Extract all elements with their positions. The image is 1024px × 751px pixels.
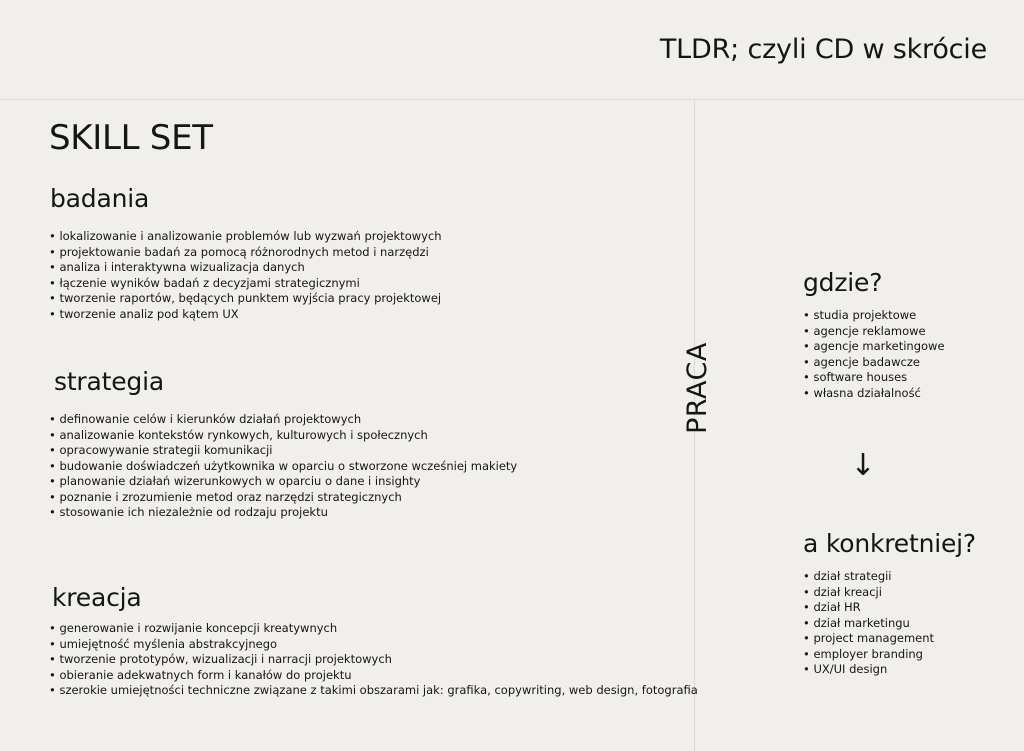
- list-item: • tworzenie raportów, będących punktem wyjścia pracy projektowej: [49, 291, 442, 307]
- list-item: • umiejętność myślenia abstrakcyjnego: [49, 637, 698, 653]
- list-item: • szerokie umiejętności techniczne związane z takimi obszarami jak: grafika, copywriting, web design, fotografia: [49, 683, 698, 699]
- list-item: • łączenie wyników badań z decyzjami strategicznymi: [49, 276, 442, 292]
- list-item: • agencje badawcze: [803, 355, 945, 371]
- list-item: • software houses: [803, 370, 945, 386]
- list-item: • dział HR: [803, 600, 934, 616]
- section-title-strategia: strategia: [54, 367, 164, 396]
- page-title: TLDR; czyli CD w skrócie: [659, 34, 987, 65]
- specific-title: a konkretniej?: [803, 529, 976, 558]
- specific-list: [803, 569, 934, 678]
- list-item: • dział marketingu: [803, 616, 934, 632]
- list-item: • obieranie adekwatnych form i kanałów do projektu: [49, 668, 698, 684]
- header-divider: [0, 99, 1024, 100]
- list-item: • opracowywanie strategii komunikacji: [49, 443, 517, 459]
- strategia-list: [49, 412, 517, 521]
- badania-list: [49, 229, 442, 322]
- list-item: • lokalizowanie i analizowanie problemów lub wyzwań projektowych: [49, 229, 442, 245]
- list-item: • agencje reklamowe: [803, 324, 945, 340]
- list-item: • tworzenie prototypów, wizualizacji i narracji projektowych: [49, 652, 698, 668]
- list-item: • planowanie działań wizerunkowych w oparciu o dane i insighty: [49, 474, 517, 490]
- praca-label-text: PRACA: [682, 342, 713, 434]
- kreacja-list: [49, 621, 698, 699]
- section-title-kreacja: kreacja: [52, 583, 142, 612]
- list-item: • poznanie i zrozumienie metod oraz narzędzi strategicznych: [49, 490, 517, 506]
- list-item: • definowanie celów i kierunków działań projektowych: [49, 412, 517, 428]
- section-title-badania: badania: [50, 184, 150, 213]
- list-item: • stosowanie ich niezależnie od rodzaju projektu: [49, 505, 517, 521]
- arrow-down-icon: ↓: [850, 448, 876, 483]
- list-item: • budowanie doświadczeń użytkownika w oparciu o stworzone wcześniej makiety: [49, 459, 517, 475]
- list-item: • analizowanie kontekstów rynkowych, kulturowych i społecznych: [49, 428, 517, 444]
- list-item: • tworzenie analiz pod kątem UX: [49, 307, 442, 323]
- list-item: • project management: [803, 631, 934, 647]
- list-item: • projektowanie badań za pomocą różnorodnych metod i narzędzi: [49, 245, 442, 261]
- list-item: • agencje marketingowe: [803, 339, 945, 355]
- list-item: • generowanie i rozwijanie koncepcji kreatywnych: [49, 621, 698, 637]
- list-item: • dział strategii: [803, 569, 934, 585]
- where-title: gdzie?: [803, 268, 883, 297]
- list-item: • employer branding: [803, 647, 934, 663]
- list-item: • dział kreacji: [803, 585, 934, 601]
- list-item: • UX/UI design: [803, 662, 934, 678]
- where-list: [803, 308, 945, 401]
- skill-set-heading: SKILL SET: [49, 118, 213, 158]
- list-item: • własna działalność: [803, 386, 945, 402]
- list-item: • studia projektowe: [803, 308, 945, 324]
- praca-label: [668, 342, 728, 434]
- list-item: • analiza i interaktywna wizualizacja danych: [49, 260, 442, 276]
